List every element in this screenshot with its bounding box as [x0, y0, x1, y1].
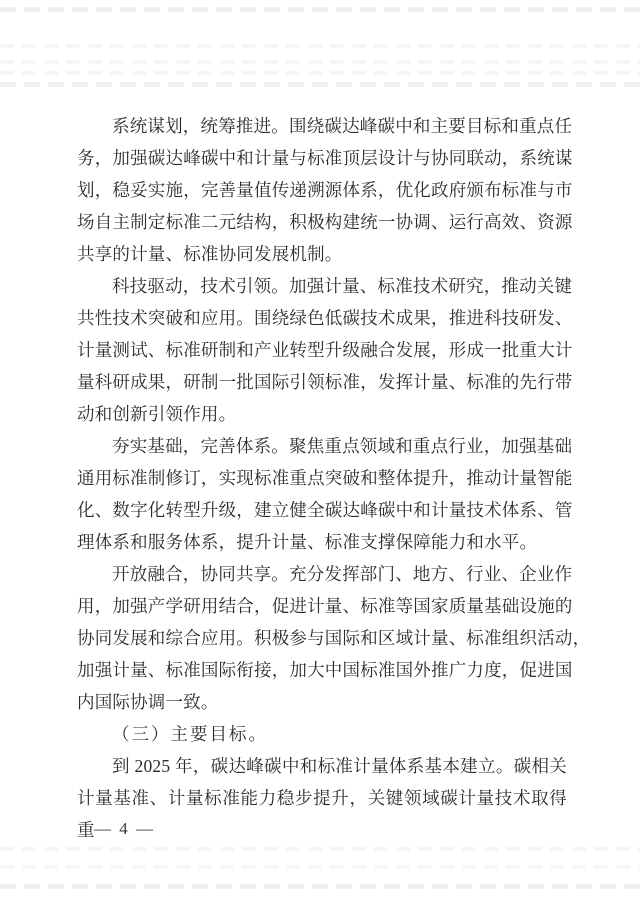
scan-artifact-line — [0, 847, 640, 851]
text-line: 协同发展和综合应用。积极参与国际和区域计量、标准组织活动， — [77, 628, 591, 648]
scan-artifact-line — [0, 82, 640, 87]
section-heading: （三）主要目标。 — [112, 724, 268, 744]
text-line: 用，加强产学研用结合，促进计量、标准等国家质量基础设施的 — [77, 596, 573, 616]
text-line: 动和创新引领作用。 — [77, 404, 237, 424]
scan-artifact-line — [0, 60, 640, 64]
text-line: 计量基准、计量标准能力稳步提升，关键领域碳计量技术取得重 — [77, 788, 567, 840]
scan-artifact-line — [0, 44, 640, 48]
text-line: 加强计量、标准国际衔接，加大中国标准国外推广力度，促进国 — [77, 660, 573, 680]
page-number: — 4 — — [94, 819, 155, 838]
text-line: 到 2025 年，碳达峰碳中和标准计量体系基本建立。碳相关 — [112, 756, 567, 776]
scan-artifact-line — [0, 884, 640, 889]
text-line: 化、数字化转型升级，建立健全碳达峰碳中和计量技术体系、管 — [77, 500, 573, 520]
text-line: 科技驱动，技术引领。加强计量、标准技术研究，推动关键 — [112, 276, 573, 296]
text-line: 共性技术突破和应用。围绕绿色低碳技术成果，推进科技研发、 — [77, 308, 573, 328]
text-line: 计量测试、标准研制和产业转型升级融合发展，形成一批重大计 — [77, 340, 573, 360]
scan-artifact-line — [0, 7, 640, 12]
text-line: 开放融合，协同共享。充分发挥部门、地方、行业、企业作 — [112, 564, 573, 584]
text-line: 系统谋划，统筹推进。围绕碳达峰碳中和主要目标和重点任 — [112, 116, 573, 136]
text-line: 量科研成果，研制一批国际引领标准，发挥计量、标准的先行带 — [77, 372, 573, 392]
text-line: 共享的计量、标准协同发展机制。 — [77, 244, 343, 264]
text-line: 务，加强碳达峰碳中和计量与标准顶层设计与协同联动，系统谋 — [77, 148, 573, 168]
scan-artifact-line — [0, 865, 640, 869]
text-line: 场自主制定标准二元结构，积极构建统一协调、运行高效、资源 — [77, 212, 573, 232]
document-text — [77, 110, 591, 840]
scan-artifact-line — [0, 71, 640, 75]
text-line: 夯实基础，完善体系。聚焦重点领域和重点行业，加强基础 — [112, 436, 573, 456]
text-line: 划，稳妥实施，完善量值传递溯源体系，优化政府颁布标准与市 — [77, 180, 573, 200]
text-line: 理体系和服务体系，提升计量、标准支撑保障能力和水平。 — [77, 532, 538, 552]
text-line: 通用标准制修订，实现标准重点突破和整体提升，推动计量智能 — [77, 468, 573, 488]
text-line: 内国际协调一致。 — [77, 692, 219, 712]
